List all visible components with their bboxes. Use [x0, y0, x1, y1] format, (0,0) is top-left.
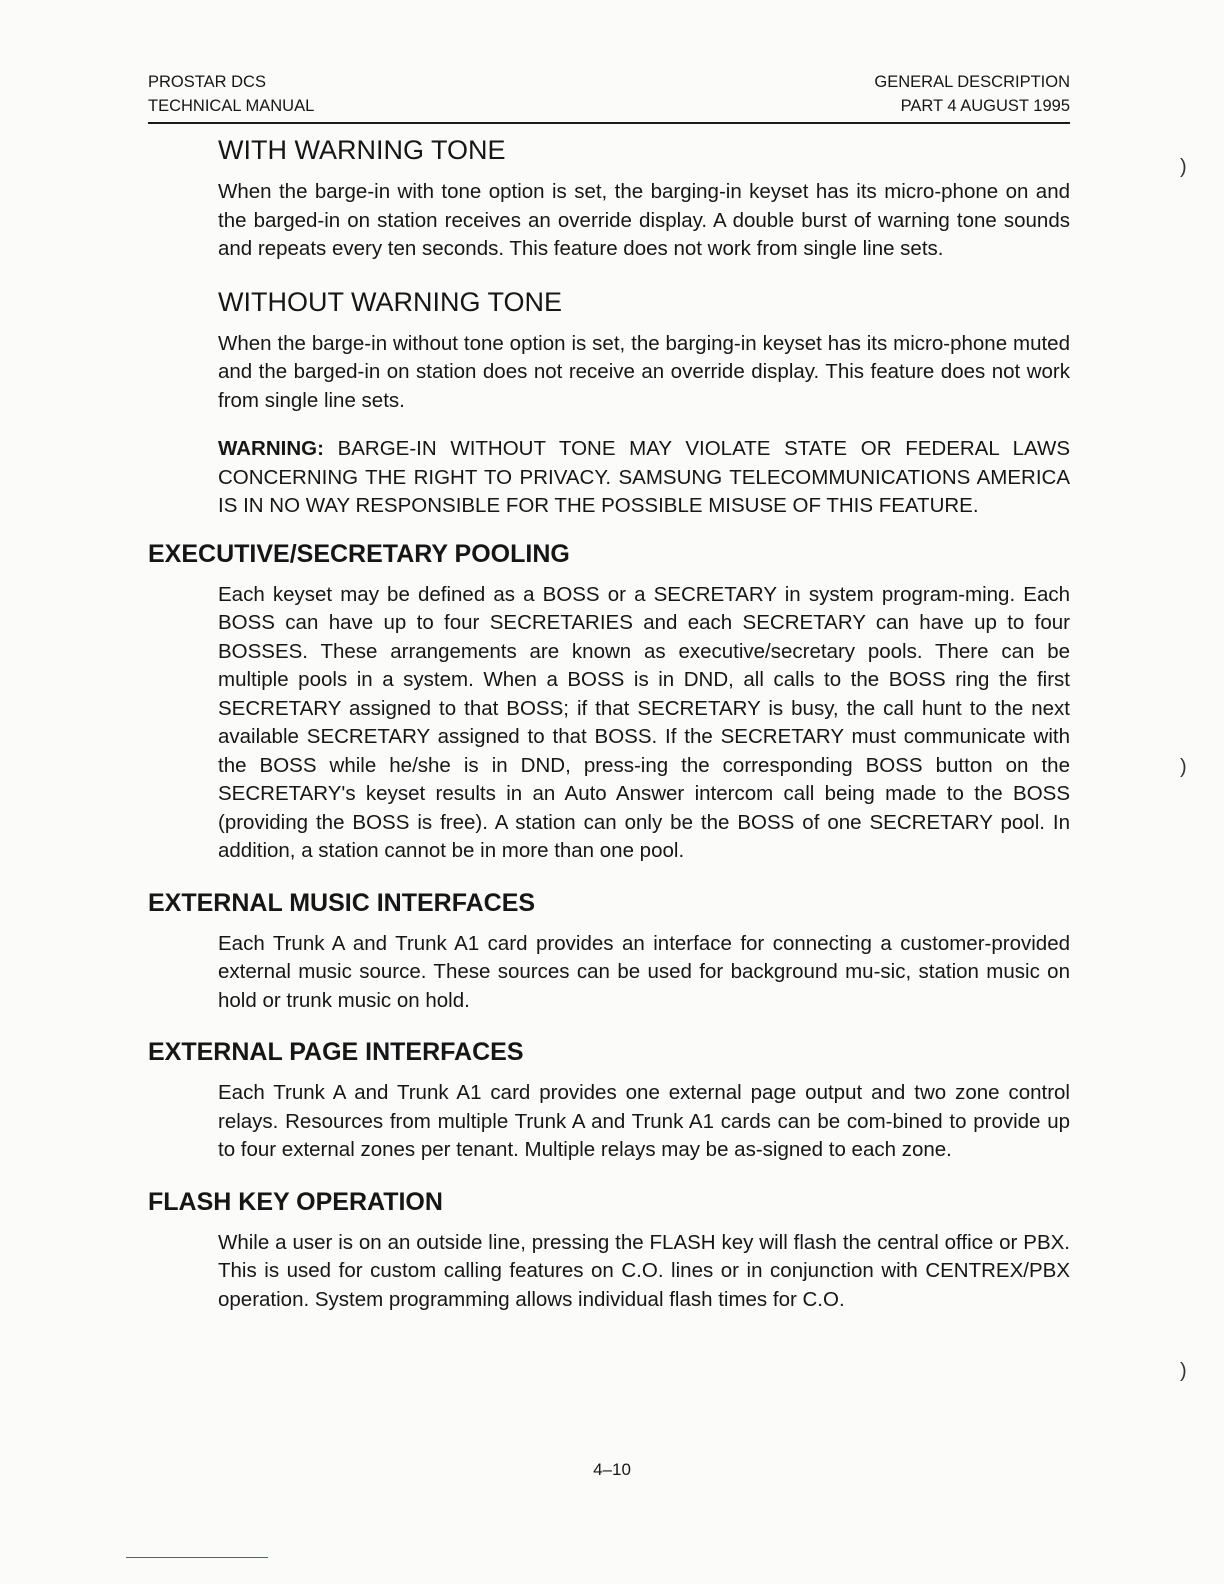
executive-secretary-text: Each keyset may be defined as a BOSS or a SECRETARY in system program-ming. Each BOSS can have up to four SECRETARIES and each SECRETARY can have up to four BOSSES. These arrangements are known as executive/secretary pools. There can be multiple pools in a system. When a BOSS is in DND, all calls to the BOSS ring the first SECRETARY assigned to that BOSS; if that SECRETARY is busy, the call hunt to the next available SECRETARY assigned to that BOSS. If the SECRETARY must communicate with the BOSS while he/she is in DND, press-ing the corresponding BOSS button on the SECRETARY's keyset results in an Auto Answer intercom call being made to the BOSS (providing the BOSS is free). A station can only be the BOSS of one SECRETARY pool. In addition, a station cannot be in more than one pool.	[218, 582, 1070, 862]
flash-key-heading: FLASH KEY OPERATION	[148, 1187, 443, 1216]
binding-mark: )	[1180, 1360, 1187, 1382]
without-warning-tone-text: When the barge-in without tone option is set, the barging-in keyset has its micro-phone muted and the barged-in on station does not receive an override display. This feature does not work from single line sets.	[218, 331, 1070, 412]
header-right	[874, 70, 1070, 118]
warning-notice	[218, 435, 1070, 521]
with-warning-tone-text: When the barge-in with tone option is set, the barging-in keyset has its micro-phone on and the barged-in on station receives an override display. A double burst of warning tone sounds and repeats every ten seconds. This feature does not work from single line sets.	[218, 180, 1070, 260]
page-number: 4–10	[593, 1460, 631, 1479]
executive-secretary-heading: EXECUTIVE/SECRETARY POOLING	[148, 539, 570, 568]
header-product: PROSTAR DCS	[148, 73, 266, 91]
header-left	[148, 70, 314, 118]
warning-text: BARGE-IN WITHOUT TONE MAY VIOLATE STATE OR FEDERAL LAWS CONCERNING THE RIGHT TO PRIVACY. SAMSUNG TELECOMMUNICATIONS AMERICA IS IN NO WAY RESPONSIBLE FOR THE POSSIBLE MISUSE OF THIS FEATURE.	[218, 437, 1070, 517]
with-warning-tone-heading: WITH WARNING TONE	[218, 135, 506, 165]
external-page-heading: EXTERNAL PAGE INTERFACES	[148, 1038, 524, 1066]
header-manual: TECHNICAL MANUAL	[148, 97, 315, 115]
page-content	[148, 132, 1070, 1334]
footer-rule	[126, 1557, 268, 1558]
header-section: GENERAL DESCRIPTION	[874, 73, 1070, 91]
external-music-heading: EXTERNAL MUSIC INTERFACES	[148, 888, 536, 917]
external-music-text: Each Trunk A and Trunk A1 card provides an interface for connecting a customer-provided external music source. These sources can be used for background mu-sic, station music on hold or trunk music on hold.	[218, 931, 1070, 1012]
page-header	[148, 70, 1070, 124]
binding-mark: )	[1180, 756, 1187, 778]
flash-key-text: While a user is on an outside line, pressing the FLASH key will flash the central office or PBX. This is used for custom calling features on C.O. lines or in conjunction with CENTREX/PBX operation. System programming allows individual flash times for C.O.	[218, 1230, 1070, 1311]
without-warning-tone-heading: WITHOUT WARNING TONE	[218, 286, 562, 317]
header-part-date: PART 4 AUGUST 1995	[900, 97, 1070, 115]
external-page-text: Each Trunk A and Trunk A1 card provides one external page output and two zone control relays. Resources from multiple Trunk A and Trunk A1 cards can be com-bined to provide up to four external zones per tenant. Multiple relays may be as-signed to each zone.	[218, 1081, 1070, 1161]
warning-label: WARNING:	[218, 437, 324, 460]
binding-mark: )	[1180, 156, 1187, 178]
